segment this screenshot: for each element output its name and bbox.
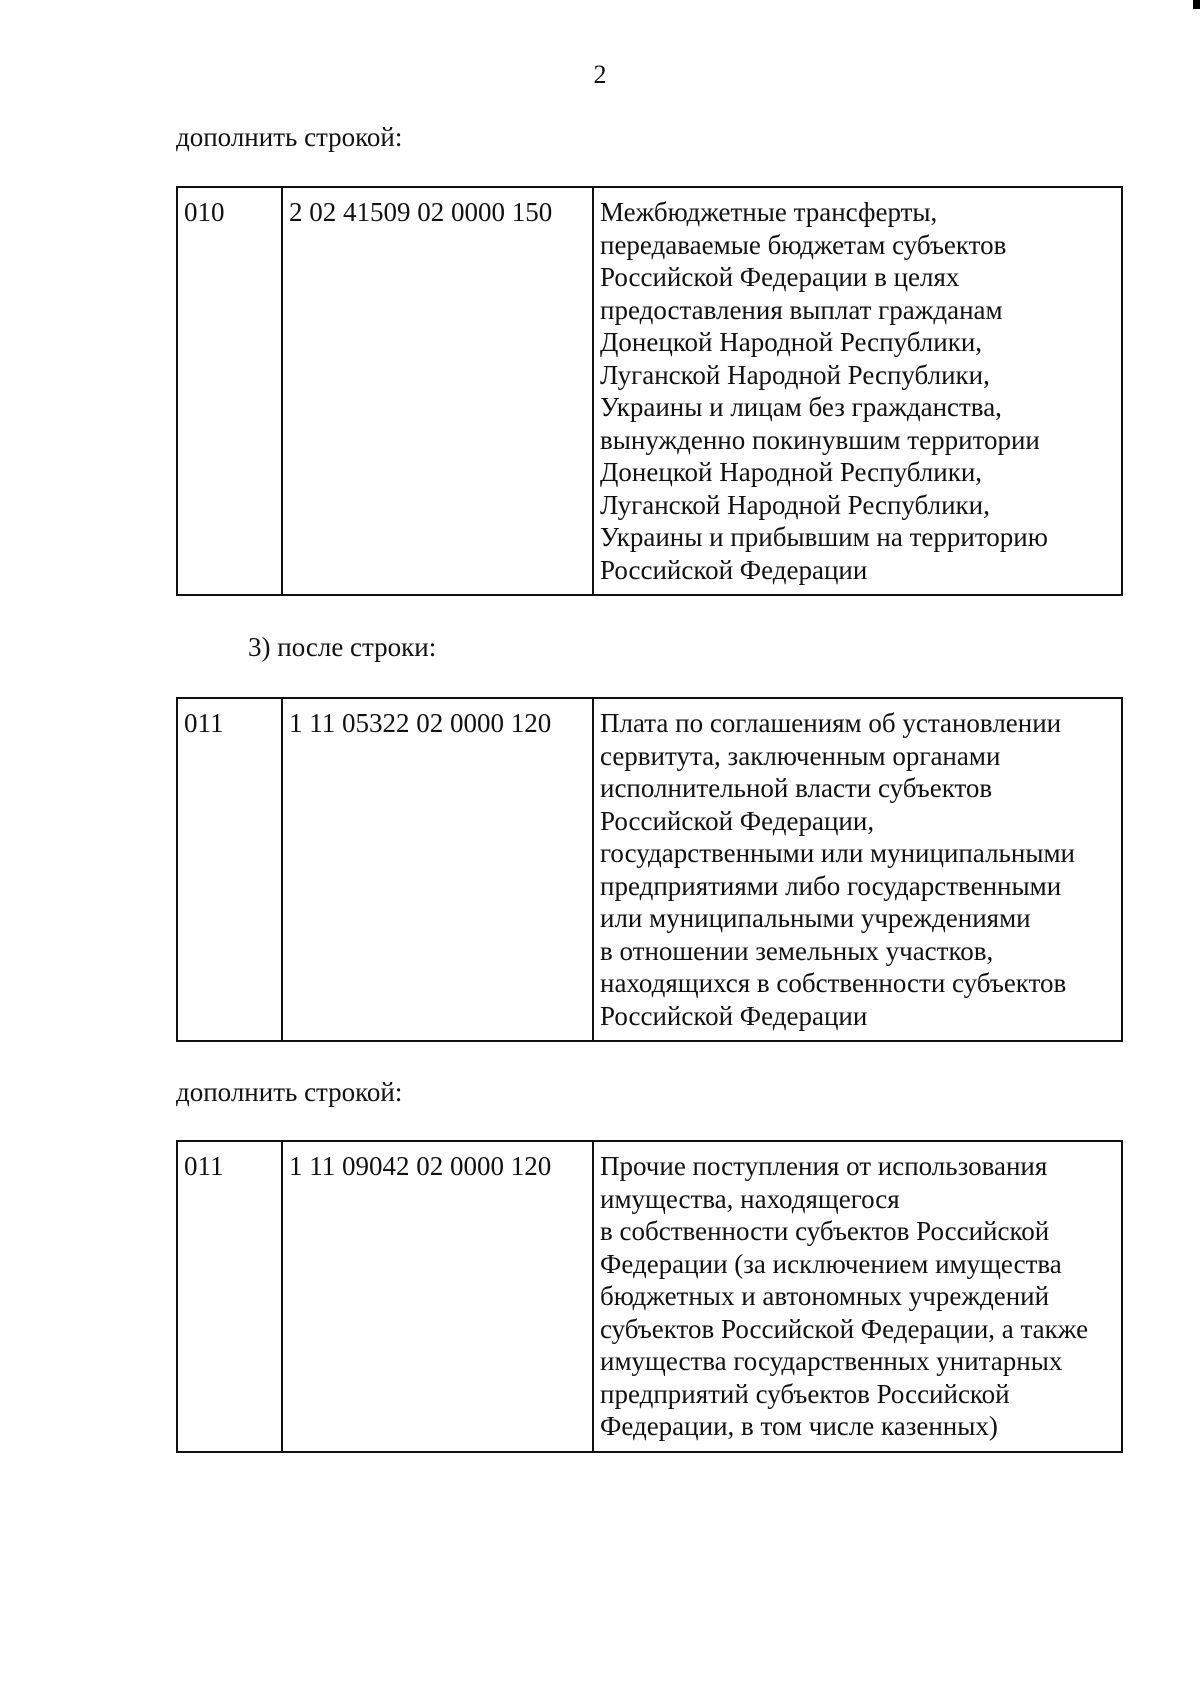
name-line: исполнительной власти субъектов (600, 773, 993, 803)
name-line: Прочие поступления от использования (600, 1151, 1048, 1181)
table-row (177, 1141, 1122, 1452)
intro-append-row-1: дополнить строкой: (176, 122, 403, 152)
name-line: сервитута, заключенным органами (600, 740, 1001, 771)
name-line: Федерации, в том числе казенных) (600, 1411, 998, 1441)
name-line: предоставления выплат гражданам (600, 294, 1003, 325)
table-row (177, 187, 1122, 595)
page-number: 2 (593, 60, 607, 89)
name-line: в собственности субъектов Российской (600, 1216, 1050, 1246)
budget-row-table-1 (176, 186, 1123, 596)
revenue-code-cell: 1 11 05322 02 0000 120 (282, 698, 593, 1041)
name-line: в отношении земельных участков, (600, 935, 994, 966)
revenue-code-cell: 2 02 41509 02 0000 150 (282, 187, 593, 595)
admin-code-cell: 011 (177, 1141, 282, 1452)
revenue-name-cell (593, 698, 1122, 1041)
budget-row-table-3 (176, 1140, 1123, 1453)
name-line: предприятий субъектов Российской (600, 1378, 1010, 1409)
name-line: Российской Федерации (600, 1000, 868, 1031)
revenue-name-cell (593, 1141, 1122, 1452)
name-line: предприятиями либо государственными (600, 870, 1062, 901)
name-line: имущества государственных унитарных (600, 1346, 1063, 1376)
name-line: Федерации (за исключением имущества (600, 1248, 1062, 1279)
admin-code-cell: 011 (177, 698, 282, 1041)
name-line: субъектов Российской Федерации, а также (600, 1313, 1089, 1344)
intro-after-row: 3) после строки: (248, 632, 437, 662)
revenue-code-cell: 1 11 09042 02 0000 120 (282, 1141, 593, 1452)
name-line: имущества, находящегося (600, 1183, 900, 1214)
name-line: Донецкой Народной Республики, (600, 457, 983, 487)
table-row (177, 698, 1122, 1041)
name-line: Украины и прибывшим на территорию (600, 522, 1048, 552)
name-line: Межбюджетные трансферты, (600, 197, 938, 227)
name-line: Российской Федерации, (600, 805, 875, 836)
revenue-name-cell (593, 187, 1122, 595)
scan-corner-mark (1193, 0, 1200, 9)
name-line: или муниципальными учреждениями (600, 903, 1031, 933)
name-line: Российской Федерации (600, 554, 868, 585)
name-line: бюджетных и автономных учреждений (600, 1281, 1050, 1311)
name-line: государственными или муниципальными (600, 838, 1075, 868)
name-line: Луганской Народной Республики, (600, 359, 990, 390)
name-line: Донецкой Народной Республики, (600, 327, 983, 357)
name-line: Российской Федерации в целях (600, 262, 960, 292)
name-line: находящихся в собственности субъектов (600, 968, 1067, 998)
name-line: вынужденно покинувшим территории (600, 424, 1040, 455)
name-line: передаваемые бюджетам субъектов (600, 229, 1007, 260)
intro-append-row-2: дополнить строкой: (176, 1077, 403, 1107)
name-line: Украины и лицам без гражданства, (600, 392, 1002, 422)
budget-row-table-2 (176, 697, 1123, 1042)
admin-code-cell: 010 (177, 187, 282, 595)
name-line: Луганской Народной Республики, (600, 489, 990, 520)
name-line: Плата по соглашениям об установлении (600, 708, 1062, 738)
